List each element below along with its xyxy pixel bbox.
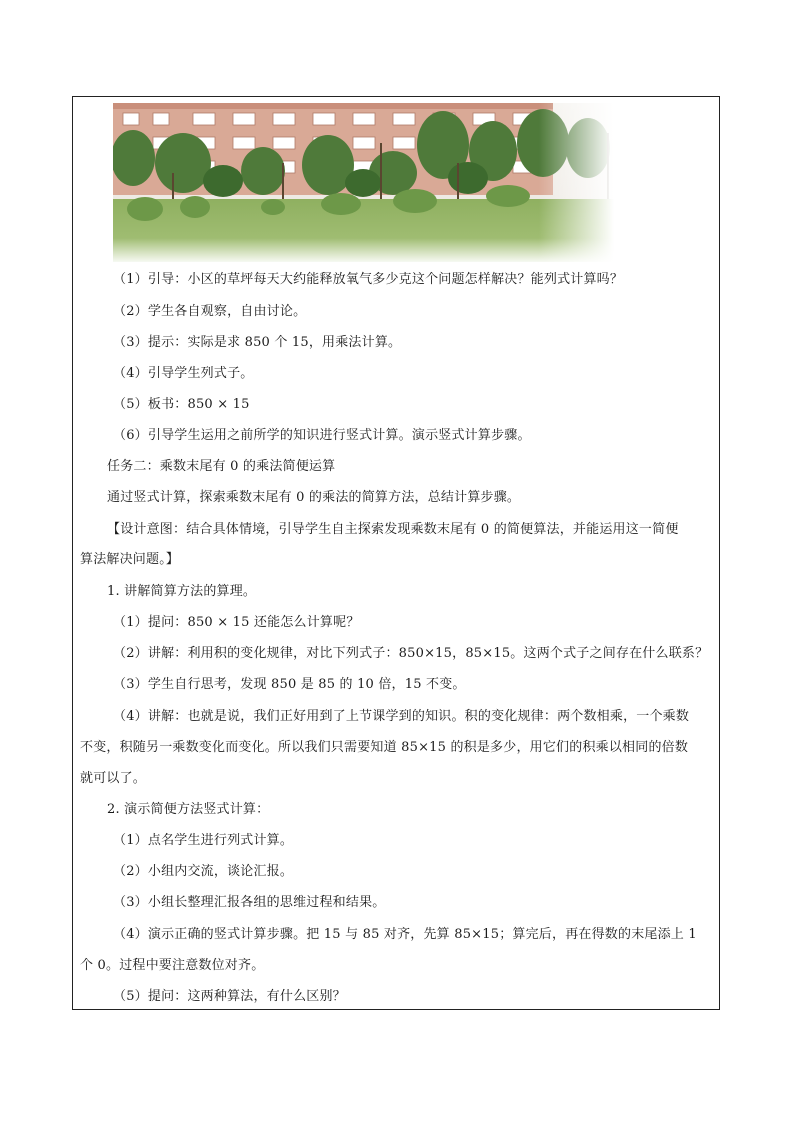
guide-expression-line: （4）引导学生列式子。 (113, 366, 254, 381)
section-2-item-4-line-2: 个 0。过程中要注意数位对齐。 (80, 958, 265, 973)
section-2-item-3: （3）小组长整理汇报各组的思维过程和结果。 (113, 895, 386, 910)
section-1-item-4-line-1: （4）讲解：也就是说，我们正好用到了上节课学到的知识。积的变化规律：两个数相乘，一个乘数 (113, 709, 690, 724)
section-1-item-3: （3）学生自行思考，发现 850 是 85 的 10 倍，15 不变。 (113, 677, 466, 692)
section-1-item-4-line-3: 就可以了。 (80, 771, 147, 786)
section-2-item-4-line-1: （4）演示正确的竖式计算步骤。把 15 与 85 对齐，先算 85×15；算完后，再在得数的末尾添上 1 (113, 927, 697, 942)
lawn-photo-illustration (113, 103, 614, 262)
section-2-item-2: （2）小组内交流，谈论汇报。 (113, 864, 294, 879)
residential-lawn-photo (113, 103, 614, 262)
guide-question-line: （1）引导：小区的草坪每天大约能释放氧气多少克这个问题怎样解决？能列式计算吗？ (113, 272, 624, 287)
section-1-item-1: （1）提问：850 × 15 还能怎么计算呢？ (113, 615, 360, 630)
task-two-description: 通过竖式计算，探索乘数末尾有 0 的乘法的简算方法，总结计算步骤。 (107, 490, 521, 505)
design-intent-line-1: 【设计意图：结合具体情境，引导学生自主探索发现乘数末尾有 0 的简便算法，并能运用这一简便 (107, 522, 679, 537)
blackboard-line: （5）板书：850 × 15 (113, 397, 250, 412)
vertical-calc-line: （6）引导学生运用之前所学的知识进行竖式计算。演示竖式计算步骤。 (113, 428, 531, 443)
task-two-heading: 任务二：乘数末尾有 0 的乘法简便运算 (107, 459, 336, 474)
hint-line: （3）提示：实际是求 850 个 15，用乘法计算。 (113, 335, 402, 350)
design-intent-line-2: 算法解决问题。】 (80, 552, 180, 567)
section-2-item-5: （5）提问：这两种算法，有什么区别？ (113, 989, 346, 1004)
section-2-title: 2. 演示简便方法竖式计算： (107, 802, 270, 817)
section-1-item-2: （2）讲解：利用积的变化规律，对比下列式子：850×15，85×15。这两个式子之间存在什么联系？ (113, 646, 709, 661)
section-1-item-4-line-2: 不变，积随另一乘数变化而变化。所以我们只需要知道 85×15 的积是多少，用它们的积乘以相同的倍数 (80, 740, 689, 755)
section-1-title: 1. 讲解简算方法的算理。 (107, 584, 257, 599)
observe-discuss-line: （2）学生各自观察，自由讨论。 (113, 304, 307, 319)
section-2-item-1: （1）点名学生进行列式计算。 (113, 833, 294, 848)
